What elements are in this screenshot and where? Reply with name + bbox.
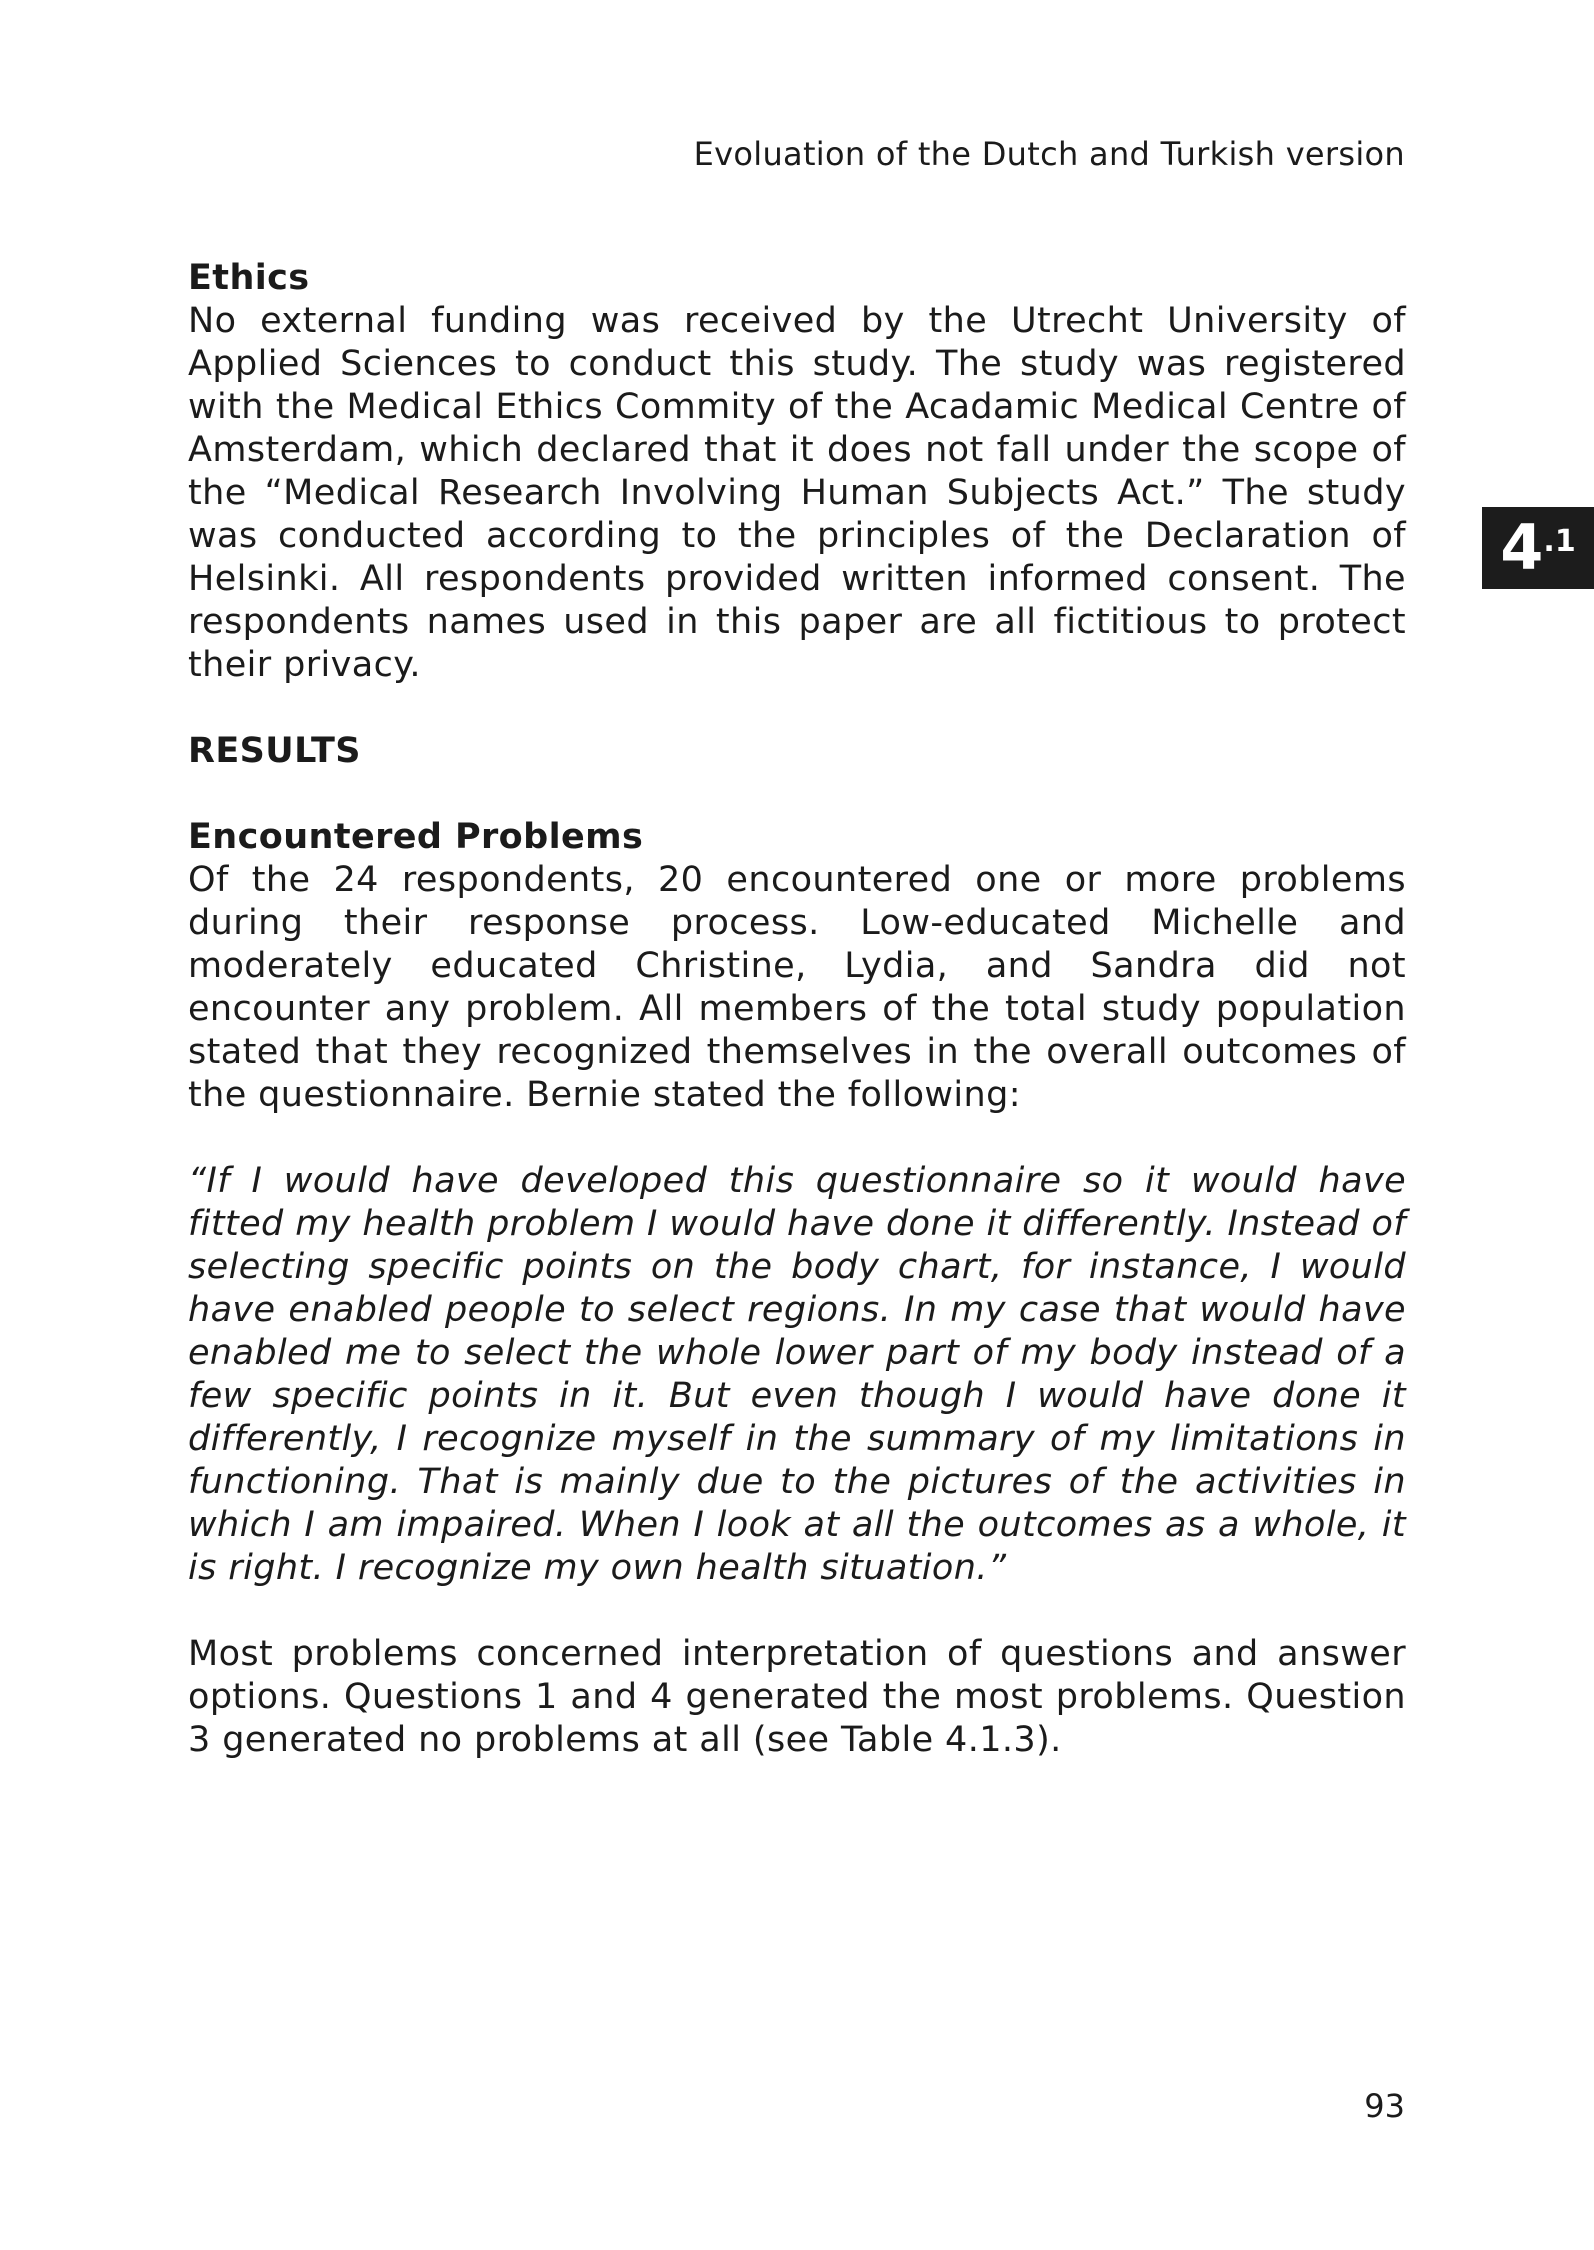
- page-number: 93: [1364, 2087, 1405, 2125]
- spacer: [188, 1117, 1406, 1160]
- running-header: Evoluation of the Dutch and Turkish version: [693, 135, 1405, 173]
- closing-paragraph: Most problems concerned interpretation of questions and answer options. Questions 1 and 4 generated the most problems. Question 3 generated no problems at all (see Table 4.1.3).: [188, 1634, 1406, 1760]
- ethics-heading: Ethics: [188, 258, 310, 298]
- chapter-tab-minor: .1: [1543, 524, 1576, 559]
- block-quote: “If I would have developed this questionnaire so it would have fitted my health problem I would have done it differently. Instead of selecting specific points on the body chart, for instance, I would have enabled people to select regions. In my case that would have enabled me to select the whole lower part of my body instead of a few specific points in it. But even though I would have done it differently, I recognize myself in the summary of my limitations in functioning. That is mainly due to the pictures of the activities in which I am impaired. When I look at all the outcomes as a whole, it is right. I recognize my own health situation.”: [188, 1161, 1406, 1588]
- chapter-tab: [1482, 507, 1594, 589]
- spacer: [188, 1590, 1406, 1633]
- chapter-tab-major: 4: [1500, 511, 1544, 584]
- encountered-problems-paragraph: Of the 24 respondents, 20 encountered one or more problems during their response process. Low-educated Michelle and moderately educated Christine, Lydia, and Sandra did not encounter any problem. All members of the total study population stated that they recognized themselves in the overall outcomes of the questionnaire. Bernie stated the following:: [188, 860, 1406, 1115]
- spacer: [188, 687, 1406, 730]
- results-heading: RESULTS: [188, 731, 361, 771]
- spacer: [188, 773, 1406, 816]
- page-content: [188, 257, 1406, 1762]
- ethics-paragraph: No external funding was received by the Utrecht University of Applied Sciences to conduct this study. The study was registered with the Medical Ethics Commity of the Acadamic Medical Centre of Amsterdam, which declared that it does not fall under the scope of the “Medical Research Involving Human Subjects Act.” The study was conducted according to the principles of the Declaration of Helsinki. All respondents provided written informed consent. The respondents names used in this paper are all fictitious to protect their privacy.: [188, 301, 1406, 685]
- encountered-problems-heading: Encountered Problems: [188, 817, 644, 857]
